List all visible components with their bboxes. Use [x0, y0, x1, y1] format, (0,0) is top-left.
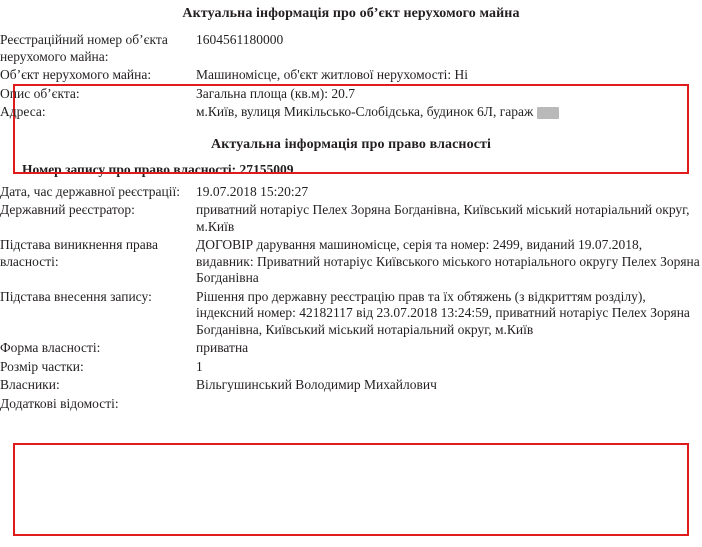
table-row [0, 202, 702, 237]
field-value: 1604561180000 [196, 32, 284, 47]
field-label: Розмір частки: [0, 358, 84, 374]
redacted-garage-number [537, 107, 559, 119]
field-value: Загальна площа (кв.м): 20.7 [196, 85, 355, 101]
field-label: Адреса: [0, 104, 46, 119]
record-number: Номер запису про право власності: 27155009 [22, 161, 294, 177]
address-text: м.Київ, вулиця Микільсько-Слобідська, будинок 6Л, гараж [196, 104, 534, 119]
table-row [0, 396, 702, 415]
section-title-ownership: Актуальна інформація про право власності [211, 136, 491, 152]
field-value: 19.07.2018 15:20:27 [196, 183, 309, 199]
ownership-info-table [0, 184, 702, 415]
ownership-info-block [0, 184, 702, 415]
field-label: Опис об’єкта: [0, 85, 80, 101]
field-value: ДОГОВІР дарування машиномісце, серія та номер: 2499, виданий 19.07.2018, видавник: Приватний нотаріус Київського міського нотаріального округу Пелех Зоряна Богданівна [196, 237, 700, 285]
table-row [0, 104, 702, 123]
table-row [0, 377, 702, 396]
table-row [0, 86, 702, 105]
field-label: Підстава виникнення права власності: [0, 237, 158, 269]
table-row [0, 184, 702, 203]
field-value [196, 396, 702, 415]
field-label: Власники: [0, 377, 60, 392]
table-row [0, 340, 702, 359]
table-row [0, 237, 702, 289]
field-label: Державний реєстратор: [0, 202, 135, 217]
document-page [0, 6, 702, 547]
table-row [0, 32, 702, 67]
section-title-object: Актуальна інформація про об’єкт нерухомого майна [182, 6, 520, 21]
table-row [0, 359, 702, 378]
field-label: Додаткові відомості: [0, 395, 119, 411]
field-value-address [196, 104, 702, 123]
object-info-table [0, 32, 702, 123]
highlight-box-owner [13, 443, 689, 536]
field-label: Об’єкт нерухомого майна: [0, 67, 152, 82]
field-value: приватний нотаріус Пелех Зоряна Богданівна, Київський міський нотаріальний округ, м.Київ [196, 202, 690, 234]
field-label: Форма власності: [0, 340, 101, 355]
field-value: Рішення про державну реєстрацію прав та їх обтяжень (з відкриттям розділу), індексний номер: 42182117 від 23.07.2018 13:24:59, приватний нотаріус Пелех Зоряна Богданівна, Київський міський нотаріальний округ, м.Київ [196, 288, 690, 337]
field-value: 1 [196, 358, 203, 374]
table-row [0, 67, 702, 86]
field-value: приватна [196, 340, 249, 355]
object-info-block [0, 32, 702, 123]
field-label: Дата, час державної реєстрації: [0, 183, 181, 199]
field-value-owner: Вільгушинський Володимир Михайлович [196, 377, 437, 392]
field-value: Машиномісце, об'єкт житлової нерухомості: Ні [196, 67, 469, 82]
table-row [0, 289, 702, 341]
field-label: Підстава внесення запису: [0, 288, 152, 304]
field-label: Реєстраційний номер об’єкта нерухомого майна: [0, 32, 168, 64]
